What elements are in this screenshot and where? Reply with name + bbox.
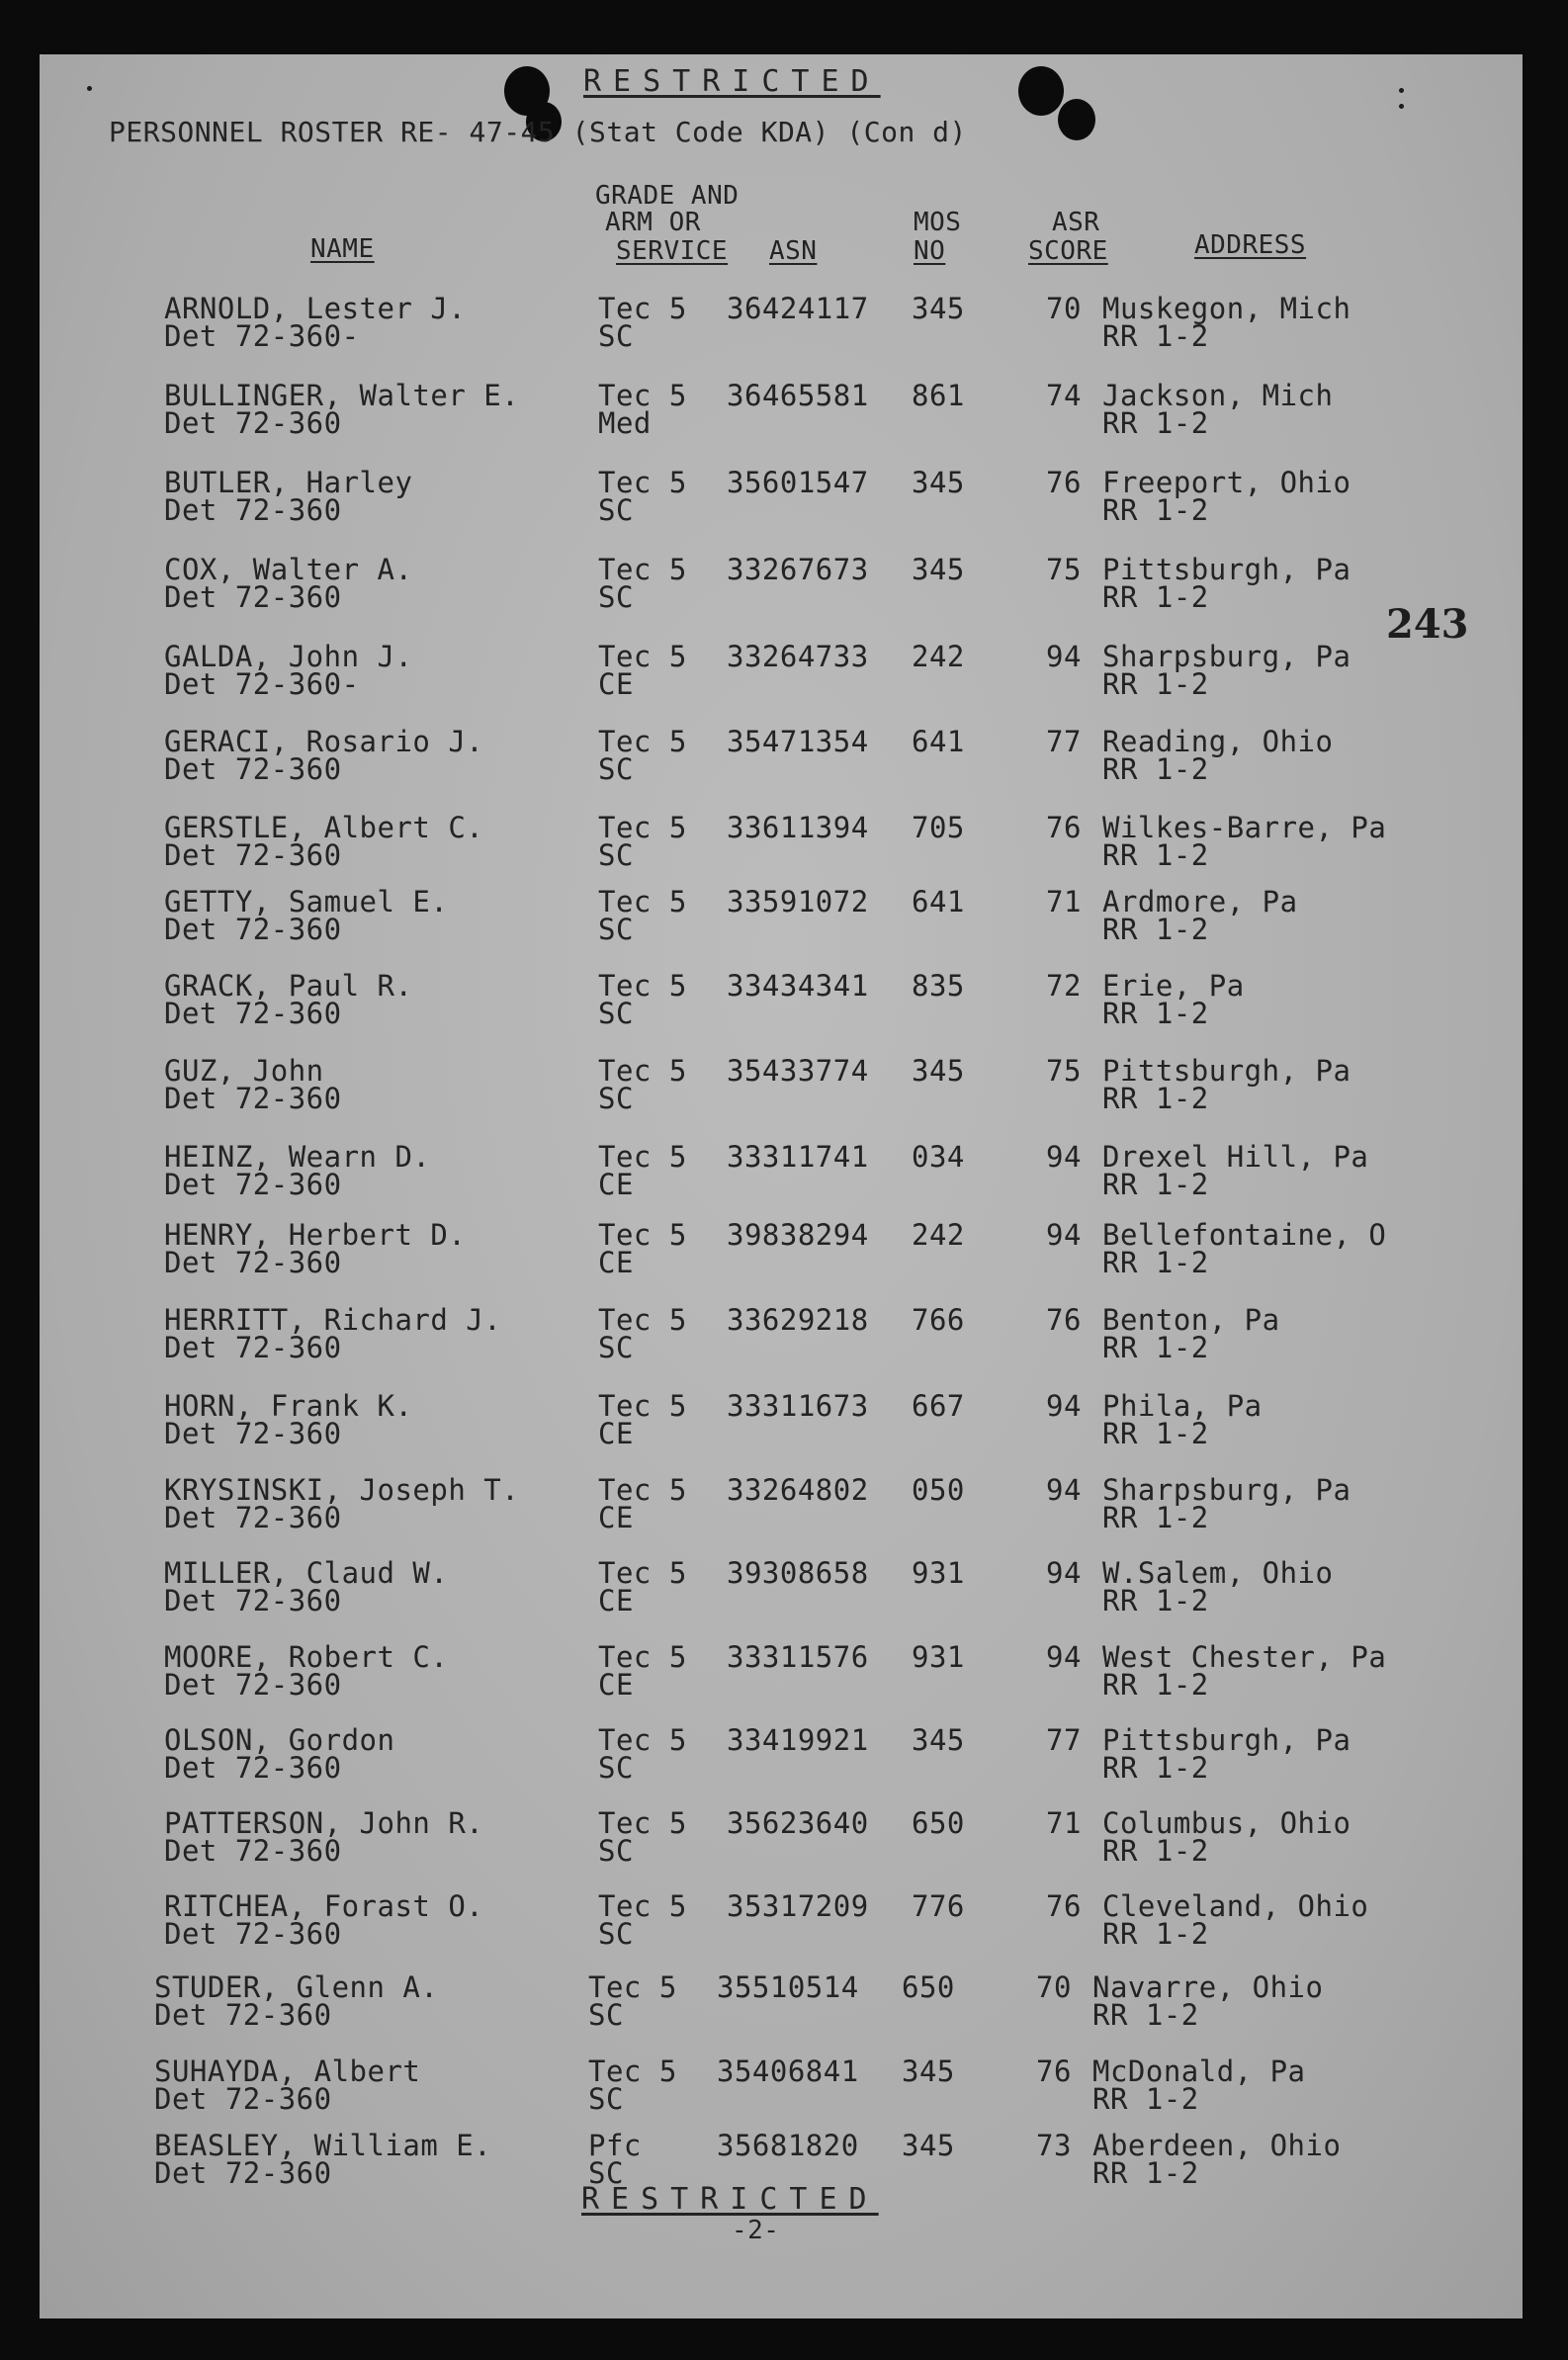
row-arm: SC bbox=[588, 1998, 624, 2032]
row-arm: CE bbox=[598, 1168, 634, 1201]
row-det: Det 72-360 bbox=[164, 752, 342, 786]
row-rr: RR 1-2 bbox=[1102, 1417, 1209, 1450]
row-arm: SC bbox=[598, 838, 634, 872]
roster-page bbox=[40, 54, 1523, 2318]
row-city: Jackson, Mich bbox=[1102, 379, 1334, 412]
punch-hole-right-lower bbox=[1058, 99, 1095, 140]
row-asn: 33311576 bbox=[727, 1640, 869, 1674]
row-rr: RR 1-2 bbox=[1102, 1584, 1209, 1617]
row-det: Det 72-360 bbox=[154, 2082, 332, 2116]
row-det: Det 72-360 bbox=[164, 1168, 342, 1201]
row-mos: 861 bbox=[912, 379, 965, 412]
row-city: Pittsburgh, Pa bbox=[1102, 1054, 1351, 1088]
row-name: GRACK, Paul R. bbox=[164, 969, 413, 1003]
row-asn: 33264733 bbox=[727, 640, 869, 673]
row-arm: CE bbox=[598, 1246, 634, 1279]
row-name: ARNOLD, Lester J. bbox=[164, 292, 467, 325]
row-arm: SC bbox=[598, 319, 634, 353]
row-arm: SC bbox=[598, 1331, 634, 1364]
row-rr: RR 1-2 bbox=[1102, 1668, 1209, 1702]
column-header-grade-2: ARM OR bbox=[605, 208, 701, 237]
row-name: GALDA, John J. bbox=[164, 640, 413, 673]
row-city: Pittsburgh, Pa bbox=[1102, 1723, 1351, 1757]
row-name: HORN, Frank K. bbox=[164, 1389, 413, 1423]
row-mos: 931 bbox=[912, 1640, 965, 1674]
row-mos: 650 bbox=[902, 1970, 955, 2004]
row-det: Det 72-360 bbox=[164, 1331, 342, 1364]
row-grade: Tec 5 bbox=[598, 466, 687, 499]
row-name: OLSON, Gordon bbox=[164, 1723, 395, 1757]
row-arm: CE bbox=[598, 1501, 634, 1534]
page-stamp: 243 bbox=[1386, 601, 1469, 648]
row-asn: 33311673 bbox=[727, 1389, 869, 1423]
row-grade: Pfc bbox=[588, 2129, 642, 2162]
row-grade: Tec 5 bbox=[598, 553, 687, 586]
row-mos: 050 bbox=[912, 1473, 965, 1507]
row-city: Sharpsburg, Pa bbox=[1102, 640, 1351, 673]
row-arm: CE bbox=[598, 1417, 634, 1450]
row-arm: SC bbox=[598, 997, 634, 1030]
row-rr: RR 1-2 bbox=[1102, 1834, 1209, 1868]
row-rr: RR 1-2 bbox=[1102, 667, 1209, 701]
row-city: Ardmore, Pa bbox=[1102, 885, 1298, 918]
row-asr: 73 bbox=[1036, 2129, 1072, 2162]
row-asr: 77 bbox=[1046, 1723, 1082, 1757]
row-name: BEASLEY, William E. bbox=[154, 2129, 492, 2162]
row-arm: CE bbox=[598, 667, 634, 701]
row-det: Det 72-360 bbox=[164, 1246, 342, 1279]
row-asn: 39838294 bbox=[727, 1218, 869, 1252]
row-city: Sharpsburg, Pa bbox=[1102, 1473, 1351, 1507]
row-asn: 35471354 bbox=[727, 725, 869, 758]
row-name: SUHAYDA, Albert bbox=[154, 2054, 421, 2088]
row-asn: 35681820 bbox=[717, 2129, 859, 2162]
row-det: Det 72-360 bbox=[164, 838, 342, 872]
row-asr: 72 bbox=[1046, 969, 1082, 1003]
row-rr: RR 1-2 bbox=[1092, 1998, 1199, 2032]
row-name: GUZ, John bbox=[164, 1054, 324, 1088]
row-grade: Tec 5 bbox=[598, 1140, 687, 1174]
row-mos: 345 bbox=[912, 1723, 965, 1757]
row-city: McDonald, Pa bbox=[1092, 2054, 1306, 2088]
row-grade: Tec 5 bbox=[598, 1389, 687, 1423]
row-rr: RR 1-2 bbox=[1102, 493, 1209, 527]
row-asr: 94 bbox=[1046, 1218, 1082, 1252]
row-mos: 345 bbox=[912, 553, 965, 586]
row-asn: 33267673 bbox=[727, 553, 869, 586]
row-rr: RR 1-2 bbox=[1102, 997, 1209, 1030]
row-city: Pittsburgh, Pa bbox=[1102, 553, 1351, 586]
row-det: Det 72-360- bbox=[164, 667, 360, 701]
row-name: COX, Walter A. bbox=[164, 553, 413, 586]
row-grade: Tec 5 bbox=[598, 640, 687, 673]
row-mos: 931 bbox=[912, 1556, 965, 1590]
row-name: KRYSINSKI, Joseph T. bbox=[164, 1473, 520, 1507]
row-asr: 71 bbox=[1046, 885, 1082, 918]
row-asr: 94 bbox=[1046, 1389, 1082, 1423]
row-rr: RR 1-2 bbox=[1102, 319, 1209, 353]
row-det: Det 72-360 bbox=[154, 1998, 332, 2032]
row-rr: RR 1-2 bbox=[1102, 838, 1209, 872]
column-header-mos-2: NO bbox=[914, 236, 946, 266]
row-asn: 35623640 bbox=[727, 1806, 869, 1840]
row-grade: Tec 5 bbox=[598, 885, 687, 918]
row-mos: 650 bbox=[912, 1806, 965, 1840]
row-rr: RR 1-2 bbox=[1102, 1246, 1209, 1279]
row-grade: Tec 5 bbox=[598, 1054, 687, 1088]
row-name: STUDER, Glenn A. bbox=[154, 1970, 439, 2004]
row-mos: 345 bbox=[912, 466, 965, 499]
row-city: Aberdeen, Ohio bbox=[1092, 2129, 1342, 2162]
row-asn: 33629218 bbox=[727, 1303, 869, 1337]
row-city: W.Salem, Ohio bbox=[1102, 1556, 1334, 1590]
row-asn: 36424117 bbox=[727, 292, 869, 325]
row-city: West Chester, Pa bbox=[1102, 1640, 1387, 1674]
row-asr: 76 bbox=[1046, 1303, 1082, 1337]
row-name: HERRITT, Richard J. bbox=[164, 1303, 502, 1337]
row-det: Det 72-360 bbox=[164, 1668, 342, 1702]
row-name: RITCHEA, Forast O. bbox=[164, 1889, 484, 1923]
row-mos: 705 bbox=[912, 811, 965, 844]
row-name: BULLINGER, Walter E. bbox=[164, 379, 520, 412]
row-arm: SC bbox=[598, 493, 634, 527]
row-det: Det 72-360 bbox=[164, 1082, 342, 1115]
row-grade: Tec 5 bbox=[598, 1723, 687, 1757]
row-mos: 242 bbox=[912, 1218, 965, 1252]
row-asr: 94 bbox=[1046, 1140, 1082, 1174]
row-arm: SC bbox=[598, 913, 634, 946]
row-det: Det 72-360 bbox=[164, 1417, 342, 1450]
row-asr: 76 bbox=[1036, 2054, 1072, 2088]
row-grade: Tec 5 bbox=[588, 1970, 677, 2004]
row-det: Det 72-360 bbox=[164, 1501, 342, 1534]
row-asr: 94 bbox=[1046, 640, 1082, 673]
row-city: Muskegon, Mich bbox=[1102, 292, 1351, 325]
row-city: Reading, Ohio bbox=[1102, 725, 1334, 758]
row-grade: Tec 5 bbox=[598, 811, 687, 844]
row-city: Drexel Hill, Pa bbox=[1102, 1140, 1369, 1174]
row-name: GERSTLE, Albert C. bbox=[164, 811, 484, 844]
row-mos: 641 bbox=[912, 725, 965, 758]
row-asr: 70 bbox=[1036, 1970, 1072, 2004]
row-asn: 35406841 bbox=[717, 2054, 859, 2088]
row-arm: SC bbox=[588, 2082, 624, 2116]
row-rr: RR 1-2 bbox=[1102, 1751, 1209, 1785]
row-det: Det 72-360 bbox=[164, 406, 342, 440]
row-mos: 345 bbox=[912, 1054, 965, 1088]
row-det: Det 72-360 bbox=[164, 1917, 342, 1951]
row-asn: 33264802 bbox=[727, 1473, 869, 1507]
row-grade: Tec 5 bbox=[598, 725, 687, 758]
row-mos: 242 bbox=[912, 640, 965, 673]
row-city: Cleveland, Ohio bbox=[1102, 1889, 1369, 1923]
column-header-asr-2: SCORE bbox=[1028, 236, 1108, 266]
column-header-asr-1: ASR bbox=[1052, 208, 1100, 237]
row-asn: 33591072 bbox=[727, 885, 869, 918]
row-rr: RR 1-2 bbox=[1102, 1082, 1209, 1115]
row-asr: 77 bbox=[1046, 725, 1082, 758]
row-grade: Tec 5 bbox=[598, 1889, 687, 1923]
row-asr: 94 bbox=[1046, 1473, 1082, 1507]
row-name: HEINZ, Wearn D. bbox=[164, 1140, 431, 1174]
row-rr: RR 1-2 bbox=[1102, 1917, 1209, 1951]
row-arm: CE bbox=[598, 1584, 634, 1617]
row-grade: Tec 5 bbox=[598, 1218, 687, 1252]
row-asr: 76 bbox=[1046, 466, 1082, 499]
row-asn: 33419921 bbox=[727, 1723, 869, 1757]
ink-speck bbox=[1399, 88, 1404, 93]
row-arm: CE bbox=[598, 1668, 634, 1702]
row-mos: 641 bbox=[912, 885, 965, 918]
row-city: Phila, Pa bbox=[1102, 1389, 1263, 1423]
row-rr: RR 1-2 bbox=[1102, 1331, 1209, 1364]
row-name: BUTLER, Harley bbox=[164, 466, 413, 499]
row-name: HENRY, Herbert D. bbox=[164, 1218, 467, 1252]
row-asn: 35317209 bbox=[727, 1889, 869, 1923]
row-rr: RR 1-2 bbox=[1102, 752, 1209, 786]
row-asr: 75 bbox=[1046, 1054, 1082, 1088]
row-arm: SC bbox=[598, 1082, 634, 1115]
row-asn: 35601547 bbox=[727, 466, 869, 499]
row-mos: 835 bbox=[912, 969, 965, 1003]
row-city: Columbus, Ohio bbox=[1102, 1806, 1351, 1840]
row-city: Wilkes-Barre, Pa bbox=[1102, 811, 1387, 844]
row-asn: 33611394 bbox=[727, 811, 869, 844]
row-asr: 75 bbox=[1046, 553, 1082, 586]
row-arm: SC bbox=[598, 1834, 634, 1868]
row-grade: Tec 5 bbox=[598, 1640, 687, 1674]
row-rr: RR 1-2 bbox=[1102, 1501, 1209, 1534]
row-rr: RR 1-2 bbox=[1102, 406, 1209, 440]
row-asr: 71 bbox=[1046, 1806, 1082, 1840]
ink-speck bbox=[1399, 104, 1404, 109]
row-grade: Tec 5 bbox=[598, 1806, 687, 1840]
row-asn: 33311741 bbox=[727, 1140, 869, 1174]
row-mos: 345 bbox=[902, 2129, 955, 2162]
row-city: Navarre, Ohio bbox=[1092, 1970, 1324, 2004]
row-mos: 667 bbox=[912, 1389, 965, 1423]
row-rr: RR 1-2 bbox=[1102, 913, 1209, 946]
row-name: PATTERSON, John R. bbox=[164, 1806, 484, 1840]
row-arm: Med bbox=[598, 406, 652, 440]
row-asn: 35510514 bbox=[717, 1970, 859, 2004]
row-det: Det 72-360 bbox=[154, 2156, 332, 2190]
roster-title: PERSONNEL ROSTER RE- 47-45 (Stat Code KDA) (Con d) bbox=[109, 116, 967, 148]
row-mos: 345 bbox=[912, 292, 965, 325]
row-asr: 94 bbox=[1046, 1640, 1082, 1674]
row-det: Det 72-360 bbox=[164, 1751, 342, 1785]
row-arm: SC bbox=[598, 580, 634, 614]
row-det: Det 72-360 bbox=[164, 1834, 342, 1868]
footer-classification: RESTRICTED bbox=[581, 2182, 879, 2217]
row-city: Bellefontaine, O bbox=[1102, 1218, 1387, 1252]
row-mos: 034 bbox=[912, 1140, 965, 1174]
row-name: MOORE, Robert C. bbox=[164, 1640, 449, 1674]
row-grade: Tec 5 bbox=[598, 1473, 687, 1507]
row-grade: Tec 5 bbox=[598, 292, 687, 325]
row-det: Det 72-360 bbox=[164, 997, 342, 1030]
column-header-grade-3: SERVICE bbox=[616, 236, 729, 266]
row-asr: 76 bbox=[1046, 811, 1082, 844]
row-mos: 345 bbox=[902, 2054, 955, 2088]
row-city: Erie, Pa bbox=[1102, 969, 1245, 1003]
column-header-address: ADDRESS bbox=[1194, 230, 1307, 260]
row-grade: Tec 5 bbox=[588, 2054, 677, 2088]
row-det: Det 72-360 bbox=[164, 1584, 342, 1617]
punch-hole-right bbox=[1018, 66, 1064, 116]
ink-speck bbox=[87, 86, 92, 91]
row-asr: 94 bbox=[1046, 1556, 1082, 1590]
row-city: Freeport, Ohio bbox=[1102, 466, 1351, 499]
row-det: Det 72-360- bbox=[164, 319, 360, 353]
row-asn: 39308658 bbox=[727, 1556, 869, 1590]
column-header-asn: ASN bbox=[769, 236, 818, 266]
row-asn: 36465581 bbox=[727, 379, 869, 412]
row-arm: SC bbox=[598, 752, 634, 786]
row-city: Benton, Pa bbox=[1102, 1303, 1280, 1337]
row-name: GERACI, Rosario J. bbox=[164, 725, 484, 758]
row-asr: 76 bbox=[1046, 1889, 1082, 1923]
row-det: Det 72-360 bbox=[164, 493, 342, 527]
row-rr: RR 1-2 bbox=[1102, 1168, 1209, 1201]
column-header-mos-1: MOS bbox=[914, 208, 962, 237]
row-det: Det 72-360 bbox=[164, 913, 342, 946]
row-rr: RR 1-2 bbox=[1092, 2156, 1199, 2190]
row-name: MILLER, Claud W. bbox=[164, 1556, 449, 1590]
row-det: Det 72-360 bbox=[164, 580, 342, 614]
row-rr: RR 1-2 bbox=[1092, 2082, 1199, 2116]
row-grade: Tec 5 bbox=[598, 969, 687, 1003]
row-asr: 70 bbox=[1046, 292, 1082, 325]
row-mos: 766 bbox=[912, 1303, 965, 1337]
row-grade: Tec 5 bbox=[598, 1556, 687, 1590]
header-classification: RESTRICTED bbox=[583, 64, 881, 99]
row-rr: RR 1-2 bbox=[1102, 580, 1209, 614]
row-arm: SC bbox=[598, 1751, 634, 1785]
row-asn: 33434341 bbox=[727, 969, 869, 1003]
column-header-name: NAME bbox=[310, 234, 375, 264]
row-asr: 74 bbox=[1046, 379, 1082, 412]
row-name: GETTY, Samuel E. bbox=[164, 885, 449, 918]
footer-page-number: -2- bbox=[732, 2216, 780, 2245]
row-arm: SC bbox=[588, 2156, 624, 2190]
column-header-grade-1: GRADE AND bbox=[595, 181, 740, 211]
row-grade: Tec 5 bbox=[598, 1303, 687, 1337]
row-grade: Tec 5 bbox=[598, 379, 687, 412]
row-asn: 35433774 bbox=[727, 1054, 869, 1088]
row-arm: SC bbox=[598, 1917, 634, 1951]
row-mos: 776 bbox=[912, 1889, 965, 1923]
